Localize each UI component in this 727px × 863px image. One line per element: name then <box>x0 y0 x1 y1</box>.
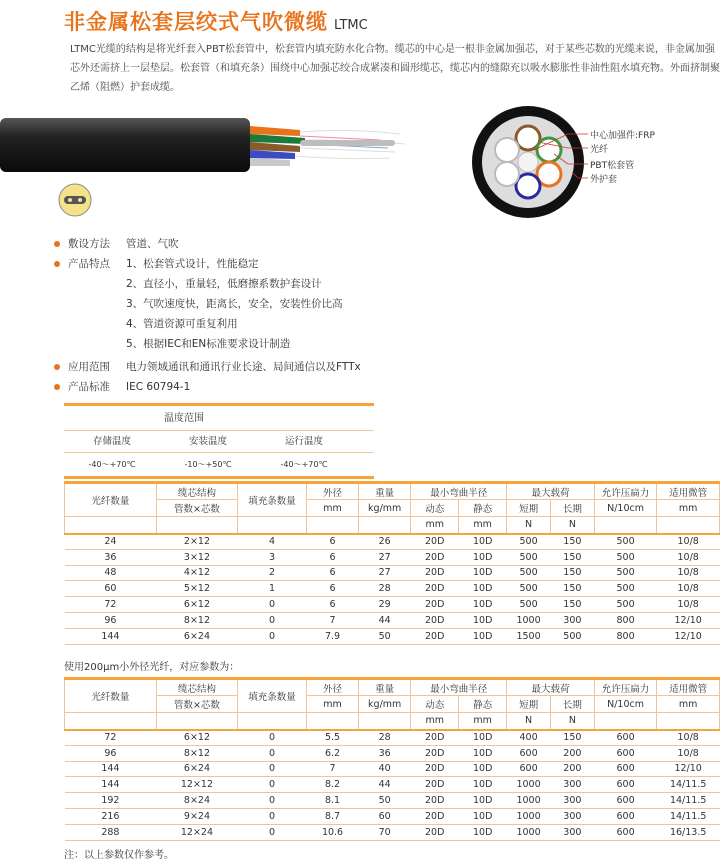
col-unit-blank <box>594 713 657 730</box>
col-header-filler: 填充条数量 <box>238 679 307 713</box>
table-cell: 300 <box>550 793 594 809</box>
table-cell: 300 <box>550 824 594 840</box>
table-cell: 10/8 <box>657 745 720 761</box>
table-row <box>65 824 720 840</box>
table-cell: 0 <box>238 597 307 613</box>
table-cell: 36 <box>359 745 411 761</box>
table-cell: 144 <box>65 761 157 777</box>
col-sub-structure: 管数×芯数 <box>156 696 237 713</box>
table-cell: 500 <box>594 549 657 565</box>
table-cell: 0 <box>238 730 307 746</box>
table-cell: 10/8 <box>657 549 720 565</box>
spec-laying <box>54 234 674 254</box>
table-cell: 7 <box>306 612 358 628</box>
table-cell: 72 <box>65 597 157 613</box>
temp-header: 安装温度 <box>160 430 256 452</box>
table-cell: 600 <box>594 761 657 777</box>
temp-value-spacer <box>352 452 374 476</box>
table-cell: 10D <box>459 565 507 581</box>
table-cell: 7 <box>306 761 358 777</box>
table-cell: 300 <box>550 777 594 793</box>
table-cell: 8×12 <box>156 612 237 628</box>
table-cell: 96 <box>65 612 157 628</box>
table-cell: 200 <box>550 761 594 777</box>
table-cell: 600 <box>507 761 551 777</box>
table-cell: 400 <box>507 730 551 746</box>
table-cell: 6.2 <box>306 745 358 761</box>
bullet-icon <box>54 241 60 247</box>
table-cell: 20D <box>411 824 459 840</box>
table-cell: 4 <box>238 534 307 550</box>
table-cell: 44 <box>359 612 411 628</box>
col-header-load: 最大载荷 <box>507 483 595 500</box>
temp-value: -40～+70℃ <box>64 452 160 476</box>
table-cell: 2 <box>238 565 307 581</box>
table-row <box>65 761 720 777</box>
temperature-table <box>64 403 374 479</box>
table-cell: 48 <box>65 565 157 581</box>
intro-paragraph: LTMC光缆的结构是将光纤套入PBT松套管中，松套管内填充防水化合物。缆芯的中心是一根非金属加强芯，对于某些芯数的光缆来说，非金属加强芯外还需挤上一层垫层。松套管（和填充条）围绕中心加强芯绞合成紧凑和圆形缆芯，缆芯内的缝隙充以吸水膨胀性非油性阻水填充物。外面挤制聚乙烯（阻燃）护套成缆。 <box>70 44 720 93</box>
col-unit-blank <box>657 517 720 534</box>
feature-list <box>126 254 674 354</box>
table-cell: 20D <box>411 777 459 793</box>
table-cell: 16/13.5 <box>657 824 720 840</box>
table-cell: 12/10 <box>657 612 720 628</box>
table-cell: 20D <box>411 534 459 550</box>
table-cell: 1 <box>238 581 307 597</box>
table-cell: 12×12 <box>156 777 237 793</box>
table-row <box>65 628 720 644</box>
feature-item: 5、根据IEC和EN标准要求设计制造 <box>126 338 291 350</box>
table-cell: 150 <box>550 730 594 746</box>
table-cell: 10D <box>459 808 507 824</box>
table-cell: 1500 <box>507 628 551 644</box>
table-cell: 20D <box>411 730 459 746</box>
spec-table-2-body <box>65 730 720 841</box>
table-cell: 8.1 <box>306 793 358 809</box>
col-unit-od: mm <box>306 500 358 517</box>
table-cell: 6×12 <box>156 730 237 746</box>
col-unit-load-1: N <box>507 517 551 534</box>
table-cell: 0 <box>238 777 307 793</box>
label-strength-member: 中心加强件:FRP <box>590 131 655 141</box>
label-sheath: 外护套 <box>590 175 618 185</box>
col-unit-blank <box>238 713 307 730</box>
col-unit-bend-2: mm <box>459 713 507 730</box>
temp-header: 运行温度 <box>256 430 352 452</box>
table-cell: 1000 <box>507 612 551 628</box>
col-sub-structure: 管数×芯数 <box>156 500 237 517</box>
bullet-icon <box>54 261 60 267</box>
cross-section-figure <box>468 102 698 222</box>
col-header-structure: 缆芯结构 <box>156 483 237 500</box>
table-cell: 288 <box>65 824 157 840</box>
temp-value: -10～+50℃ <box>160 452 256 476</box>
table-cell: 10D <box>459 581 507 597</box>
table-cell: 300 <box>550 808 594 824</box>
spec-list <box>54 234 674 397</box>
spec-value: IEC 60794-1 <box>126 381 191 393</box>
table-row <box>65 730 720 746</box>
table-cell: 1000 <box>507 824 551 840</box>
col-unit-bend-1: mm <box>411 517 459 534</box>
feature-item: 3、气吹速度快，距离长，安全，安装性价比高 <box>126 298 343 310</box>
table-cell: 10/8 <box>657 581 720 597</box>
table-row <box>65 549 720 565</box>
table-cell: 0 <box>238 745 307 761</box>
table-cell: 10D <box>459 612 507 628</box>
col-unit-duct: mm <box>657 696 720 713</box>
feature-item: 4、管道资源可重复利用 <box>126 318 238 330</box>
table-cell: 216 <box>65 808 157 824</box>
table-cell: 60 <box>65 581 157 597</box>
table-cell: 60 <box>359 808 411 824</box>
table-cell: 36 <box>65 549 157 565</box>
table-cell: 20D <box>411 745 459 761</box>
table-cell: 500 <box>507 581 551 597</box>
spec-value: 管道、气吹 <box>126 238 179 250</box>
table-row <box>65 581 720 597</box>
table-cell: 144 <box>65 628 157 644</box>
table-cell: 300 <box>550 612 594 628</box>
table-cell: 0 <box>238 628 307 644</box>
table-cell: 500 <box>507 597 551 613</box>
col-header-od: 外径 <box>306 483 358 500</box>
col-unit-od: mm <box>306 696 358 713</box>
table-cell: 150 <box>550 565 594 581</box>
cable-illustration <box>0 100 420 195</box>
footnote: 注：以上参数仅作参考。 <box>64 850 174 861</box>
table-cell: 600 <box>507 745 551 761</box>
label-loose-tube: PBT松套管 <box>590 161 635 171</box>
table-cell: 20D <box>411 597 459 613</box>
col-unit-crush: N/10cm <box>594 696 657 713</box>
table-cell: 10/8 <box>657 730 720 746</box>
spec-application <box>54 357 674 377</box>
table-cell: 6 <box>306 581 358 597</box>
table-cell: 10D <box>459 597 507 613</box>
table-cell: 44 <box>359 777 411 793</box>
spec-value: 电力领域通讯和通讯行业长途、局间通信以及FTTx <box>126 361 361 373</box>
col-header-duct: 适用微管 <box>657 483 720 500</box>
table-cell: 27 <box>359 565 411 581</box>
col-header-od: 外径 <box>306 679 358 696</box>
temperature-title: 温度范围 <box>164 413 204 424</box>
col-header-load: 最大载荷 <box>507 679 595 696</box>
table-cell: 144 <box>65 777 157 793</box>
table-cell: 8×12 <box>156 745 237 761</box>
col-header-bend: 最小弯曲半径 <box>411 679 507 696</box>
table-cell: 200 <box>550 745 594 761</box>
table-cell: 24 <box>65 534 157 550</box>
table2-caption: 使用200μm小外径光纤，对应参数为： <box>64 662 240 673</box>
table-cell: 27 <box>359 549 411 565</box>
col-sub-bend-static: 静态 <box>459 696 507 713</box>
table-cell: 0 <box>238 808 307 824</box>
temp-header-spacer <box>352 430 374 452</box>
table-cell: 600 <box>594 824 657 840</box>
table-cell: 10/8 <box>657 565 720 581</box>
table-cell: 800 <box>594 612 657 628</box>
table-cell: 20D <box>411 565 459 581</box>
table-cell: 14/11.5 <box>657 777 720 793</box>
table-cell: 7.9 <box>306 628 358 644</box>
table-cell: 10D <box>459 549 507 565</box>
table-cell: 500 <box>507 565 551 581</box>
col-unit-blank <box>156 713 237 730</box>
col-unit-bend-2: mm <box>459 517 507 534</box>
table-cell: 8×24 <box>156 793 237 809</box>
spec-key: 敷设方法 <box>68 238 110 250</box>
table-cell: 4×12 <box>156 565 237 581</box>
table-row <box>65 597 720 613</box>
col-unit-blank <box>359 713 411 730</box>
table-cell: 70 <box>359 824 411 840</box>
spec-key: 产品标准 <box>68 381 110 393</box>
table-cell: 0 <box>238 824 307 840</box>
col-unit-blank <box>238 517 307 534</box>
spec-key: 应用范围 <box>68 361 110 373</box>
col-unit-load-2: N <box>550 517 594 534</box>
temp-header: 存储温度 <box>64 430 160 452</box>
table-cell: 1000 <box>507 777 551 793</box>
col-unit-weight: kg/mm <box>359 696 411 713</box>
table-cell: 500 <box>594 565 657 581</box>
table-cell: 600 <box>594 730 657 746</box>
table-cell: 20D <box>411 793 459 809</box>
table-cell: 0 <box>238 761 307 777</box>
product-code: LTMC <box>334 18 368 33</box>
spec-features <box>54 254 674 354</box>
col-sub-bend-dynamic: 动态 <box>411 696 459 713</box>
spec-standard <box>54 377 674 397</box>
table-cell: 10D <box>459 534 507 550</box>
col-header-fiber-count: 光纤数量 <box>65 483 157 517</box>
col-header-weight: 重量 <box>359 483 411 500</box>
table-cell: 20D <box>411 628 459 644</box>
feature-item: 2、直径小，重量轻，低磨擦系数护套设计 <box>126 278 322 290</box>
col-unit-blank <box>594 517 657 534</box>
col-header-fiber-count: 光纤数量 <box>65 679 157 713</box>
col-unit-blank <box>65 517 157 534</box>
table-row <box>65 808 720 824</box>
col-sub-load-short: 短期 <box>507 696 551 713</box>
table-cell: 6×12 <box>156 597 237 613</box>
table-cell: 28 <box>359 730 411 746</box>
table-cell: 10D <box>459 824 507 840</box>
table-cell: 10D <box>459 730 507 746</box>
table-cell: 6×24 <box>156 628 237 644</box>
col-header-structure: 缆芯结构 <box>156 679 237 696</box>
col-sub-bend-dynamic: 动态 <box>411 500 459 517</box>
table-cell: 500 <box>550 628 594 644</box>
col-unit-load-2: N <box>550 713 594 730</box>
temp-value: -40～+70℃ <box>256 452 352 476</box>
table-cell: 20D <box>411 612 459 628</box>
table-cell: 26 <box>359 534 411 550</box>
table-cell: 600 <box>594 808 657 824</box>
col-header-weight: 重量 <box>359 679 411 696</box>
col-unit-blank <box>306 517 358 534</box>
col-unit-blank <box>306 713 358 730</box>
table-cell: 10D <box>459 745 507 761</box>
table-cell: 20D <box>411 761 459 777</box>
table-cell: 8.2 <box>306 777 358 793</box>
col-unit-duct: mm <box>657 500 720 517</box>
table-cell: 40 <box>359 761 411 777</box>
table-cell: 8.7 <box>306 808 358 824</box>
spec-table-2 <box>64 677 720 841</box>
table-cell: 150 <box>550 549 594 565</box>
table-cell: 150 <box>550 534 594 550</box>
table-cell: 6×24 <box>156 761 237 777</box>
table-row <box>65 612 720 628</box>
table-cell: 10/8 <box>657 597 720 613</box>
table-cell: 14/11.5 <box>657 793 720 809</box>
col-sub-load-short: 短期 <box>507 500 551 517</box>
table-cell: 10D <box>459 628 507 644</box>
bullet-icon <box>54 364 60 370</box>
table-cell: 6 <box>306 565 358 581</box>
table-cell: 14/11.5 <box>657 808 720 824</box>
table-cell: 6 <box>306 549 358 565</box>
table-row <box>65 565 720 581</box>
table-cell: 1000 <box>507 793 551 809</box>
col-header-filler: 填充条数量 <box>238 483 307 517</box>
spec-table-1 <box>64 481 720 645</box>
table-cell: 0 <box>238 612 307 628</box>
table-cell: 2×12 <box>156 534 237 550</box>
temperature-grid <box>64 430 374 476</box>
col-unit-weight: kg/mm <box>359 500 411 517</box>
spec-key: 产品特点 <box>68 258 110 270</box>
table-row <box>65 777 720 793</box>
table-row <box>65 534 720 550</box>
col-unit-load-1: N <box>507 713 551 730</box>
table-cell: 10/8 <box>657 534 720 550</box>
table-cell: 10D <box>459 793 507 809</box>
col-unit-blank <box>156 517 237 534</box>
table-cell: 600 <box>594 777 657 793</box>
table-cell: 12×24 <box>156 824 237 840</box>
table-cell: 500 <box>507 534 551 550</box>
col-header-bend: 最小弯曲半径 <box>411 483 507 500</box>
col-unit-blank <box>65 713 157 730</box>
table-cell: 72 <box>65 730 157 746</box>
bullet-icon <box>54 384 60 390</box>
col-unit-blank <box>359 517 411 534</box>
table-cell: 20D <box>411 808 459 824</box>
table-cell: 96 <box>65 745 157 761</box>
col-header-crush: 允许压扁力 <box>594 483 657 500</box>
table-cell: 29 <box>359 597 411 613</box>
table-cell: 192 <box>65 793 157 809</box>
col-unit-blank <box>657 713 720 730</box>
table-cell: 12/10 <box>657 761 720 777</box>
table-cell: 28 <box>359 581 411 597</box>
table-cell: 150 <box>550 597 594 613</box>
table-cell: 3 <box>238 549 307 565</box>
table-cell: 500 <box>594 581 657 597</box>
table-cell: 10.6 <box>306 824 358 840</box>
table-cell: 12/10 <box>657 628 720 644</box>
table-cell: 150 <box>550 581 594 597</box>
col-sub-bend-static: 静态 <box>459 500 507 517</box>
table-cell: 9×24 <box>156 808 237 824</box>
col-sub-load-long: 长期 <box>550 696 594 713</box>
table-row <box>65 793 720 809</box>
table-cell: 50 <box>359 793 411 809</box>
table-cell: 5×12 <box>156 581 237 597</box>
title-text: 非金属松套层绞式气吹微缆 <box>64 10 328 34</box>
col-header-duct: 适用微管 <box>657 679 720 696</box>
table-cell: 10D <box>459 761 507 777</box>
feature-item: 1、松套管式设计，性能稳定 <box>126 258 259 270</box>
table-cell: 500 <box>507 549 551 565</box>
table-cell: 20D <box>411 549 459 565</box>
spec-table-1-body <box>65 534 720 645</box>
product-logo-icon <box>58 183 92 217</box>
label-leader-lines <box>468 102 698 222</box>
table-cell: 6 <box>306 534 358 550</box>
table-cell: 6 <box>306 597 358 613</box>
label-fiber: 光纤 <box>590 145 609 155</box>
page-title <box>64 6 368 36</box>
table-cell: 600 <box>594 745 657 761</box>
table-cell: 500 <box>594 597 657 613</box>
table-cell: 50 <box>359 628 411 644</box>
table-cell: 500 <box>594 534 657 550</box>
table-cell: 800 <box>594 628 657 644</box>
table-cell: 1000 <box>507 808 551 824</box>
col-unit-crush: N/10cm <box>594 500 657 517</box>
table-cell: 600 <box>594 793 657 809</box>
table-cell: 20D <box>411 581 459 597</box>
col-unit-bend-1: mm <box>411 713 459 730</box>
col-sub-load-long: 长期 <box>550 500 594 517</box>
table-row <box>65 745 720 761</box>
table-cell: 10D <box>459 777 507 793</box>
table-cell: 3×12 <box>156 549 237 565</box>
table-cell: 5.5 <box>306 730 358 746</box>
table-cell: 0 <box>238 793 307 809</box>
col-header-crush: 允许压扁力 <box>594 679 657 696</box>
